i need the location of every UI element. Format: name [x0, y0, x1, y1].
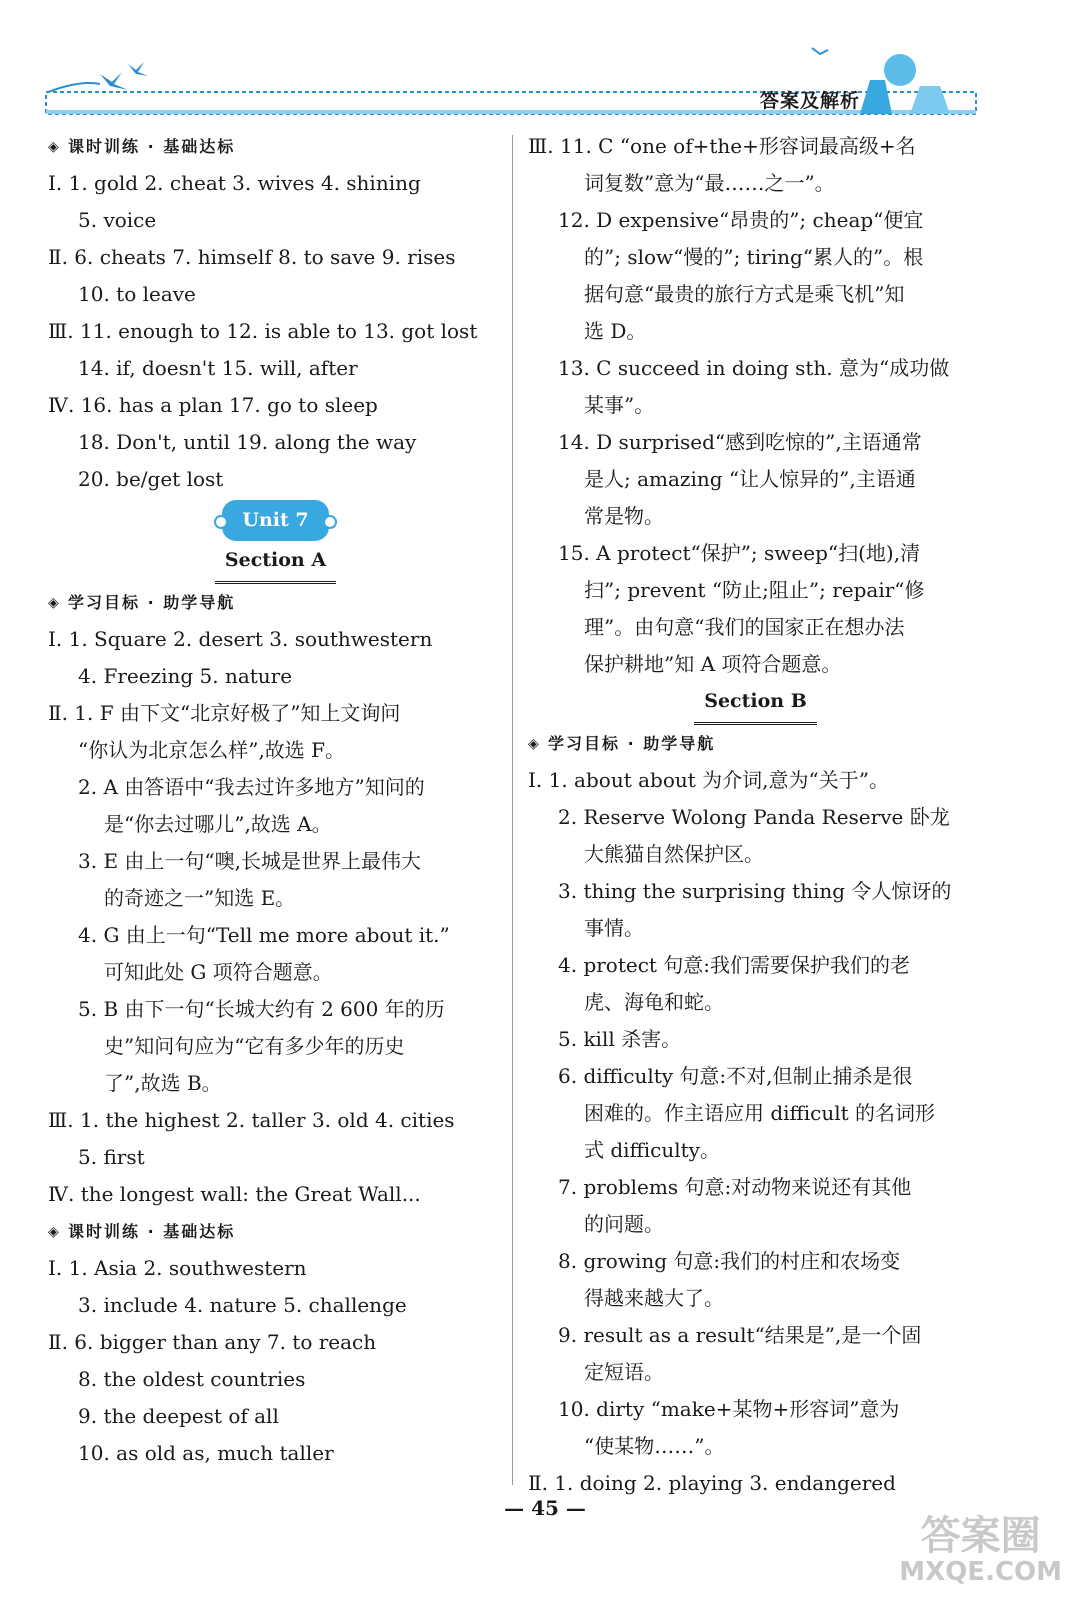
answer-line: Ⅱ. 6. bigger than any 7. to reach: [48, 1330, 377, 1354]
left-column: [48, 128, 503, 1472]
answer-line: 可知此处 G 项符合题意。: [104, 960, 333, 984]
watermark-top: 答案圈: [920, 1513, 1041, 1559]
answer-line: 5. voice: [78, 208, 157, 232]
answer-line: 虎、海龟和蛇。: [584, 990, 724, 1014]
section-title: Section A: [215, 542, 336, 584]
answer-line: “使某物……”。: [584, 1434, 725, 1458]
answer-line: 9. the deepest of all: [78, 1404, 279, 1428]
answer-line: 4. Freezing 5. nature: [78, 664, 293, 688]
answer-line: 的问题。: [584, 1212, 664, 1236]
answer-line: 事情。: [584, 916, 644, 940]
answer-line: 5. B 由下一句“长城大约有 2 600 年的历: [78, 997, 445, 1021]
answer-line: 12. D expensive“昂贵的”; cheap“便宜: [558, 208, 924, 232]
answer-line: 2. Reserve Wolong Panda Reserve 卧龙: [558, 805, 950, 829]
answer-line: 的奇迹之一”知选 E。: [104, 886, 296, 910]
answer-line: 是人; amazing “让人惊异的”,主语通: [584, 467, 916, 491]
diamond-icon: ◈: [48, 138, 61, 155]
answer-line: 10. as old as, much taller: [78, 1441, 334, 1465]
answer-line: Ⅲ. 1. the highest 2. taller 3. old 4. cities: [48, 1108, 455, 1132]
diamond-icon: ◈: [528, 735, 541, 752]
answer-line: 3. thing the surprising thing 令人惊讶的: [558, 879, 952, 903]
answer-line: 4. G 由上一句“Tell me more about it.”: [78, 923, 450, 947]
section-heading: [48, 584, 503, 621]
answer-line: 3. E 由上一句“噢,长城是世界上最伟大: [78, 849, 421, 873]
answer-line: Ⅰ. 1. gold 2. cheat 3. wives 4. shining: [48, 171, 421, 195]
section-heading: [528, 725, 983, 762]
header-title: 答案及解析: [759, 90, 860, 112]
answer-line: 3. include 4. nature 5. challenge: [78, 1293, 407, 1317]
answer-line: 了”,故选 B。: [104, 1071, 222, 1095]
page-header: [40, 40, 990, 130]
answer-line: 选 D。: [584, 319, 647, 343]
answer-line: 5. kill 杀害。: [558, 1027, 682, 1051]
answer-line: 8. the oldest countries: [78, 1367, 306, 1391]
answer-line: Ⅲ. 11. C “one of+the+形容词最高级+名: [528, 134, 916, 158]
answer-line: 保护耕地”知 A 项符合题意。: [584, 652, 842, 676]
answer-line: 10. dirty “make+某物+形容词”意为: [558, 1397, 900, 1421]
watermark-logo: [899, 1514, 1062, 1586]
diamond-icon: ◈: [48, 1223, 61, 1240]
section-title: Section B: [694, 683, 817, 725]
answer-line: 史”知问句应为“它有多少年的历史: [104, 1034, 405, 1058]
section-banner: [48, 542, 503, 584]
column-divider: [512, 135, 513, 1485]
heading-text: 课时训练 · 基础达标: [68, 1222, 236, 1241]
answer-line: 2. A 由答语中“我去过许多地方”知问的: [78, 775, 425, 799]
answer-line: 13. C succeed in doing sth. 意为“成功做: [558, 356, 950, 380]
answer-line: Ⅰ. 1. about about 为介词,意为“关于”。: [528, 768, 889, 792]
heading-text: 课时训练 · 基础达标: [68, 137, 236, 156]
answer-line: 式 difficulty。: [584, 1138, 720, 1162]
answer-line: 4. protect 句意:我们需要保护我们的老: [558, 953, 911, 977]
section-banner: [528, 683, 983, 725]
watermark-bottom: MXQE.COM: [899, 1557, 1062, 1587]
answer-line: Ⅰ. 1. Square 2. desert 3. southwestern: [48, 627, 433, 651]
answer-line: 是“你去过哪儿”,故选 A。: [104, 812, 332, 836]
answer-line: Ⅰ. 1. Asia 2. southwestern: [48, 1256, 307, 1280]
diamond-icon: ◈: [48, 594, 61, 611]
answer-line: 6. difficulty 句意:不对,但制止捕杀是很: [558, 1064, 913, 1088]
answer-line: 扫”; prevent “防止;阻止”; repair“修: [584, 578, 925, 602]
heading-text: 学习目标 · 助学导航: [68, 593, 236, 612]
answer-line: 7. problems 句意:对动物来说还有其他: [558, 1175, 912, 1199]
answer-line: 得越来越大了。: [584, 1286, 724, 1310]
section-heading: [48, 1213, 503, 1250]
answer-line: “你认为北京怎么样”,故选 F。: [78, 738, 346, 762]
answer-line: 15. A protect“保护”; sweep“扫(地),清: [558, 541, 921, 565]
answer-line: 某事”。: [584, 393, 655, 417]
answer-line: 14. D surprised“感到吃惊的”,主语通常: [558, 430, 922, 454]
answer-line: 18. Don't, until 19. along the way: [78, 430, 417, 454]
answer-line: 10. to leave: [78, 282, 196, 306]
answer-line: 常是物。: [584, 504, 664, 528]
answer-line: Ⅳ. 16. has a plan 17. go to sleep: [48, 393, 378, 417]
unit-banner: [48, 498, 503, 542]
heading-text: 学习目标 · 助学导航: [548, 734, 716, 753]
answer-line: Ⅱ. 1. F 由下文“北京好极了”知上文询问: [48, 701, 401, 725]
answer-line: 5. first: [78, 1145, 145, 1169]
answer-line: 困难的。作主语应用 difficult 的名词形: [584, 1101, 936, 1125]
answer-line: 的”; slow“慢的”; tiring“累人的”。根: [584, 245, 924, 269]
answer-line: 大熊猫自然保护区。: [584, 842, 764, 866]
answer-line: 8. growing 句意:我们的村庄和农场变: [558, 1249, 901, 1273]
answer-line: 9. result as a result“结果是”,是一个固: [558, 1323, 922, 1347]
answer-line: Ⅲ. 11. enough to 12. is able to 13. got lost: [48, 319, 478, 343]
section-heading: [48, 128, 503, 165]
page-number: — 45 —: [504, 1496, 586, 1520]
header-decoration-icon: [40, 40, 990, 130]
answer-line: 14. if, doesn't 15. will, after: [78, 356, 358, 380]
right-column: [528, 128, 983, 1502]
answer-line: 理”。由句意“我们的国家正在想办法: [584, 615, 905, 639]
answer-line: 定短语。: [584, 1360, 664, 1384]
answer-line: Ⅱ. 1. doing 2. playing 3. endangered: [528, 1471, 896, 1495]
unit-title: Unit 7: [222, 500, 328, 541]
answer-line: 词复数”意为“最……之一”。: [584, 171, 835, 195]
answer-line: Ⅱ. 6. cheats 7. himself 8. to save 9. rises: [48, 245, 456, 269]
answer-line: Ⅳ. the longest wall: the Great Wall...: [48, 1182, 421, 1206]
answer-line: 据句意“最贵的旅行方式是乘飞机”知: [584, 282, 905, 306]
answer-line: 20. be/get lost: [78, 467, 224, 491]
